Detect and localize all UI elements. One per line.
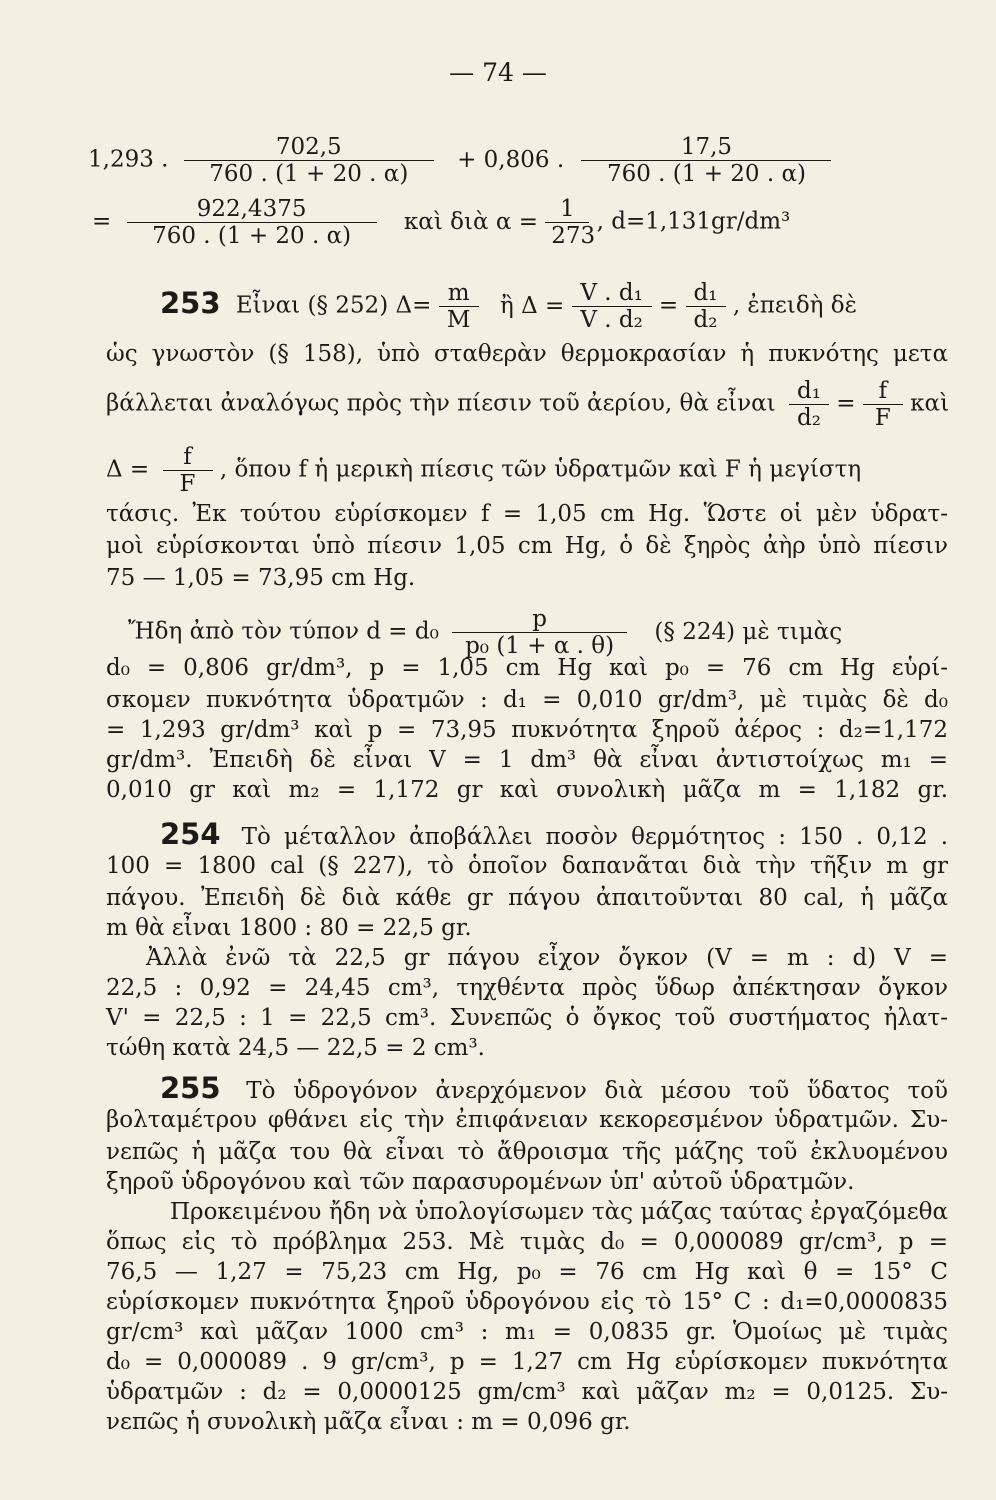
formula-line: Ἤδη ἀπὸ τὸν τύπον d = d₀ $\frac{p}{\text{p₀ (1 + α . θ)}}$ (§ 224) μὲ τιμὰς [128, 606, 843, 659]
text-line: m θὰ εἶναι 1800 : 80 = 22,5 gr. [106, 915, 472, 941]
fraction-1: $\frac{702,5}{760 . (1 + 20 . \alpha)}$ [184, 134, 434, 187]
text-line: 0,010 gr καὶ m₂ = 1,172 gr καὶ συνολικὴ μᾶζα m = 1,182 gr. [106, 777, 948, 803]
fraction-4: $\frac{1}{273}$ [545, 196, 589, 249]
section-number-253: 253 [160, 285, 221, 320]
section-number-255: 255 [160, 1071, 221, 1105]
text-line: ὡς γνωστὸν (§ 158), ὑπὸ σταθερὰν θερμοκρασίαν ἡ πυκνότης μετα [106, 341, 948, 367]
section-254-heading-line: 254 Τὸ μέταλλον ἀποβάλλει ποσὸν θερμότητος : 150 . 0,12 . [160, 817, 948, 851]
fraction-3: $\frac{922,4375}{760 . (1 + 20 . \alpha)}$ [127, 196, 377, 249]
plus-term: + 0,806 . [457, 146, 565, 173]
text-line: νεπῶς ἡ μᾶζα του θὰ εἶναι τὸ ἄθροισμα τῆς μάζης τοῦ ἐκλυομένου [106, 1139, 948, 1165]
section-255-heading-line: 255 Τὸ ὑδρογόνον ἀνερχόμενον διὰ μέσου τοῦ ὕδατος τοῦ [160, 1071, 949, 1105]
text-line: 75 — 1,05 = 73,95 cm Hg. [106, 565, 416, 591]
text-line: ὅπως εἰς τὸ πρόβλημα 253. Μὲ τιμὰς d₀ = 0,000089 gr/cm³, p = [106, 1229, 948, 1255]
text-line: σκομεν πυκνότητα ὑδρατμῶν : d₁ = 0,010 gr/dm³, μὲ τιμὰς δὲ d₀ [106, 687, 948, 713]
section-253-heading-line: 253 Εἶναι (§ 252) Δ= $\frac{m}{M}$ ἢ Δ = $\frac{\text{V . d₁}}{\text{V . d₂}}$ = $\frac{\text{d₁}}{\text{d₂}}$ , ἐπειδὴ δὲ [160, 280, 857, 333]
text-line: gr/dm³. Ἐπειδὴ δὲ εἶναι V = 1 dm³ θὰ εἶναι ἀντιστοίχως m₁ = [106, 747, 948, 773]
text-line: ὑδρατμῶν : d₂ = 0,0000125 gm/cm³ καὶ μᾶζαν m₂ = 0,0125. Συ- [106, 1379, 948, 1405]
text-line: d₀ = 0,806 gr/dm³, p = 1,05 cm Hg καὶ p₀ = 76 cm Hg εὑρί- [106, 655, 948, 681]
coefficient: 1,293 . [88, 146, 169, 173]
text-line: μοὶ εὑρίσκονται ὑπὸ πίεσιν 1,05 cm Hg, ὁ δὲ ξηρὸς ἀὴρ ὑπὸ πίεσιν [106, 533, 948, 559]
section-number-254: 254 [160, 817, 221, 851]
equation-line-2: = $\frac{922,4375}{760 . (1 + 20 . \alpha)}$ καὶ διὰ α = $\frac{1}{273}$ , d=1,131gr/dm³ [92, 196, 791, 249]
text-line: gr/cm³ καὶ μᾶζαν 1000 cm³ : m₁ = 0,0835 gr. Ὁμοίως μὲ τιμὰς [106, 1319, 948, 1345]
text-line: εὑρίσκομεν πυκνότητα ξηροῦ ὑδρογόνου εἰς τὸ 15° C : d₁=0,0000835 [106, 1289, 948, 1315]
text-line: βολταμέτρου φθάνει εἰς τὴν ἐπιφάνειαν κεκορεσμένον ὑδρατμῶν. Συ- [106, 1107, 948, 1133]
text-line: τάσις. Ἐκ τούτου εὑρίσκομεν f = 1,05 cm Hg. Ὥστε οἱ μὲν ὑδρατ- [106, 501, 948, 527]
text-line: 76,5 — 1,27 = 75,23 cm Hg, p₀ = 76 cm Hg καὶ θ = 15° C [106, 1259, 948, 1285]
text-line: τώθη κατὰ 24,5 — 22,5 = 2 cm³. [106, 1035, 485, 1061]
text-line: V' = 22,5 : 1 = 22,5 cm³. Συνεπῶς ὁ ὄγκος τοῦ συστήματος ἠλατ- [106, 1005, 948, 1031]
text-line: d₀ = 0,000089 . 9 gr/cm³, p = 1,27 cm Hg εὑρίσκομεν πυκνότητα [106, 1349, 948, 1375]
text-line: πάγου. Ἐπειδὴ δὲ διὰ κάθε gr πάγου ἀπαιτοῦνται 80 cal, ἡ μᾶζα [106, 885, 948, 911]
text-line-with-fraction: Δ = $\frac{f}{F}$ , ὅπου f ἡ μερικὴ πίεσις τῶν ὑδρατμῶν καὶ F ἡ μεγίστη [106, 444, 862, 497]
text-line: 22,5 : 0,92 = 24,45 cm³, τηχθέντα πρὸς ὕδωρ ἀπέκτησαν ὄγκον [106, 975, 948, 1001]
text-line: = 1,293 gr/dm³ καὶ p = 73,95 πυκνότητα ξηροῦ ἀέρος : d₂=1,172 [106, 717, 948, 743]
text-line: Ἀλλὰ ἐνῶ τὰ 22,5 gr πάγου εἶχον ὄγκον (V = m : d) V = [146, 945, 948, 971]
fraction-2: $\frac{17,5}{760 . (1 + 20 . \alpha)}$ [581, 134, 831, 187]
text-line-with-fraction: βάλλεται ἀναλόγως πρὸς τὴν πίεσιν τοῦ ἀερίου, θὰ εἶναι $\frac{\text{d₁}}{\text{d₂}}$ = $\frac{f}{F}$ καὶ [106, 378, 950, 431]
page-number: — 74 — [449, 58, 547, 87]
text-line: νεπῶς ἡ συνολικὴ μᾶζα εἶναι : m = 0,096 gr. [106, 1409, 631, 1435]
text-line: ξηροῦ ὑδρογόνου καὶ τῶν παρασυρομένων ὑπ' αὐτοῦ ὑδρατμῶν. [106, 1169, 855, 1195]
text-line: 100 = 1800 cal (§ 227), τὸ ὁποῖον δαπανᾶται διὰ τὴν τῆξιν m gr [106, 853, 948, 879]
text-line: Προκειμένου ἤδη νὰ ὑπολογίσωμεν τὰς μάζας ταύτας ἐργαζόμεθα [170, 1199, 948, 1225]
equation-line-1 [88, 134, 831, 187]
